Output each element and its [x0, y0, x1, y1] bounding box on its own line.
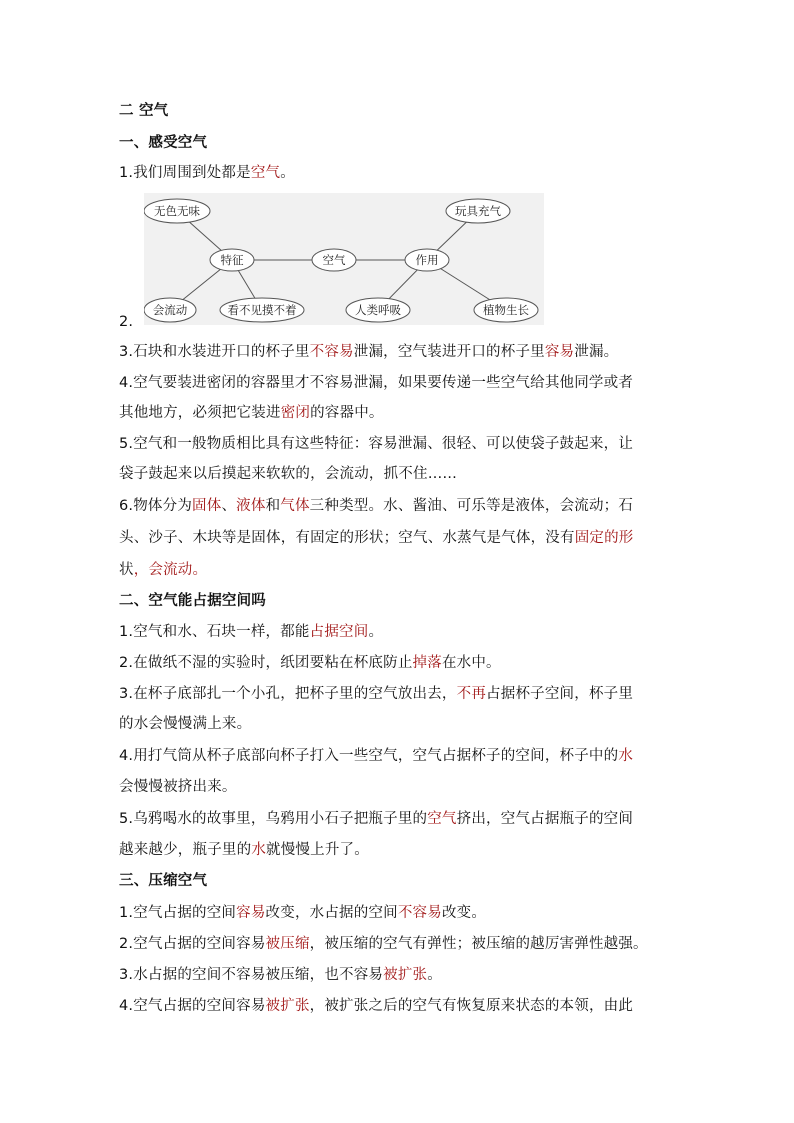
text-segment: 改变。	[441, 905, 487, 921]
paragraph-line	[119, 714, 251, 734]
highlighted-term: 固定的形	[574, 530, 634, 546]
paragraph-line	[119, 342, 618, 362]
highlighted-term: 水	[618, 748, 634, 764]
paragraph-line	[119, 496, 633, 516]
paragraph-line	[119, 684, 633, 704]
text-segment: 状	[119, 562, 134, 578]
text-segment: 。	[368, 624, 384, 640]
text-segment: 6.物体分为	[119, 498, 193, 514]
text-segment: 泄漏。	[574, 344, 619, 360]
paragraph-line	[119, 746, 633, 766]
highlighted-term: 密闭	[280, 405, 311, 421]
text-segment: 2.	[119, 314, 134, 330]
text-segment: ，被扩张之后的空气有恢复原来状态的本领，由此	[309, 998, 634, 1014]
paragraph-line	[119, 996, 633, 1016]
text-segment: 改变，水占据的空间	[265, 905, 398, 921]
node-label-plant-growth: 植物生长	[483, 303, 529, 317]
highlighted-term: 占据空间	[309, 624, 369, 640]
text-segment: 袋子鼓起来以后摸起来软软的，会流动，抓不住……	[119, 466, 458, 482]
highlighted-term: 固体	[192, 498, 222, 514]
highlighted-term: 容易	[236, 905, 266, 921]
node-label-breathing: 人类呼吸	[355, 303, 401, 317]
text-segment: 4.用打气筒从杯子底部向杯子打入一些空气，空气占据杯子的空间，杯子中的	[119, 748, 619, 764]
node-label-flows: 会流动	[152, 303, 188, 317]
highlighted-term: 被压缩	[265, 936, 310, 952]
page-title: 二 空气	[119, 103, 169, 119]
node-label-air: 空气	[322, 253, 346, 267]
text-segment: 3.在杯子底部扎一个小孔，把杯子里的空气放出去，	[119, 686, 457, 702]
paragraph-line	[119, 528, 634, 548]
paragraph-line	[119, 434, 633, 454]
text-segment: 。	[427, 967, 442, 983]
text-segment: 在水中。	[441, 655, 501, 671]
section-heading: 三、压缩空气	[119, 873, 208, 889]
highlighted-term: 不容易	[309, 344, 354, 360]
highlighted-term: 不再	[456, 686, 487, 702]
highlighted-term: ，会流动。	[133, 562, 208, 578]
text-segment: 。	[280, 165, 295, 181]
text-segment: 越来越少，瓶子里的	[119, 842, 252, 858]
paragraph-line	[119, 560, 207, 580]
text-segment: 就慢慢上升了。	[266, 842, 369, 858]
paragraph-line	[119, 653, 501, 673]
paragraph-line	[119, 622, 383, 642]
highlighted-term: 液体	[236, 498, 266, 514]
text-segment: 2.空气占据的空间容易	[119, 936, 266, 952]
highlighted-term: 容易	[544, 344, 575, 360]
highlighted-term: 空气	[427, 811, 457, 827]
text-segment: ，被压缩的空气有弹性；被压缩的越厉害弹性越强。	[309, 936, 648, 952]
text-segment: 5.空气和一般物质相比具有这些特征：容易泄漏、很轻、可以使袋子鼓起来，让	[119, 436, 634, 452]
paragraph-line	[119, 934, 648, 954]
paragraph-line	[119, 403, 384, 423]
highlighted-term: 水	[251, 842, 267, 858]
node-label-uses: 作用	[415, 253, 439, 267]
text-segment: 1.我们周围到处都是	[119, 165, 251, 181]
node-label-toy-inflation: 玩具充气	[455, 204, 501, 218]
paragraph-line	[119, 903, 486, 923]
text-segment: 5.乌鸦喝水的故事里，乌鸦用小石子把瓶子里的	[119, 811, 428, 827]
text-segment: 4.空气占据的空间容易	[119, 998, 266, 1014]
highlighted-term: 掉落	[412, 655, 442, 671]
paragraph-line	[119, 840, 369, 860]
paragraph-line	[119, 777, 237, 797]
text-segment: 泄漏，空气装进开口的杯子里	[353, 344, 545, 360]
paragraph-line	[119, 464, 457, 484]
text-segment: 、	[221, 498, 237, 514]
paragraph-line	[119, 163, 295, 183]
paragraph-line	[119, 965, 442, 985]
text-segment: 其他地方，必须把它装进	[119, 405, 281, 421]
text-segment: 挤出，空气占据瓶子的空间	[456, 811, 634, 827]
paragraph-line	[119, 373, 633, 393]
highlighted-term: 不容易	[397, 905, 442, 921]
section-heading: 一、感受空气	[119, 135, 208, 151]
text-segment: 1.空气占据的空间	[119, 905, 237, 921]
highlighted-term: 被扩张	[265, 998, 310, 1014]
node-label-invisible: 看不见摸不着	[227, 303, 297, 317]
text-segment: 2.在做纸不湿的实验时，纸团要粘在杯底防止	[119, 655, 413, 671]
concept-map	[144, 193, 544, 325]
highlighted-term: 被扩张	[383, 967, 428, 983]
node-label-features: 特征	[220, 253, 244, 267]
text-segment: 头、沙子、木块等是固体，有固定的形状；空气、水蒸气是气体，没有	[119, 530, 575, 546]
text-segment: 占据杯子空间，杯子里	[486, 686, 634, 702]
text-segment: 会慢慢被挤出来。	[119, 779, 237, 795]
section-heading: 二、空气能占据空间吗	[119, 593, 266, 609]
node-label-colorless: 无色无味	[154, 204, 200, 218]
text-segment: 三种类型。水、酱油、可乐等是液体，会流动；石	[309, 498, 634, 514]
text-segment: 4.空气要装进密闭的容器里才不容易泄漏，如果要传递一些空气给其他同学或者	[119, 375, 634, 391]
text-segment: 和	[265, 498, 281, 514]
text-segment: 3.石块和水装进开口的杯子里	[119, 344, 310, 360]
text-segment: 的容器中。	[310, 405, 384, 421]
highlighted-term: 空气	[250, 165, 281, 181]
text-segment: 3.水占据的空间不容易被压缩，也不容易	[119, 967, 384, 983]
text-segment: 1.空气和水、石块一样，都能	[119, 624, 310, 640]
text-segment: 的水会慢慢满上来。	[119, 716, 252, 732]
highlighted-term: 气体	[280, 498, 310, 514]
paragraph-line	[119, 809, 633, 829]
paragraph-line	[119, 312, 133, 332]
